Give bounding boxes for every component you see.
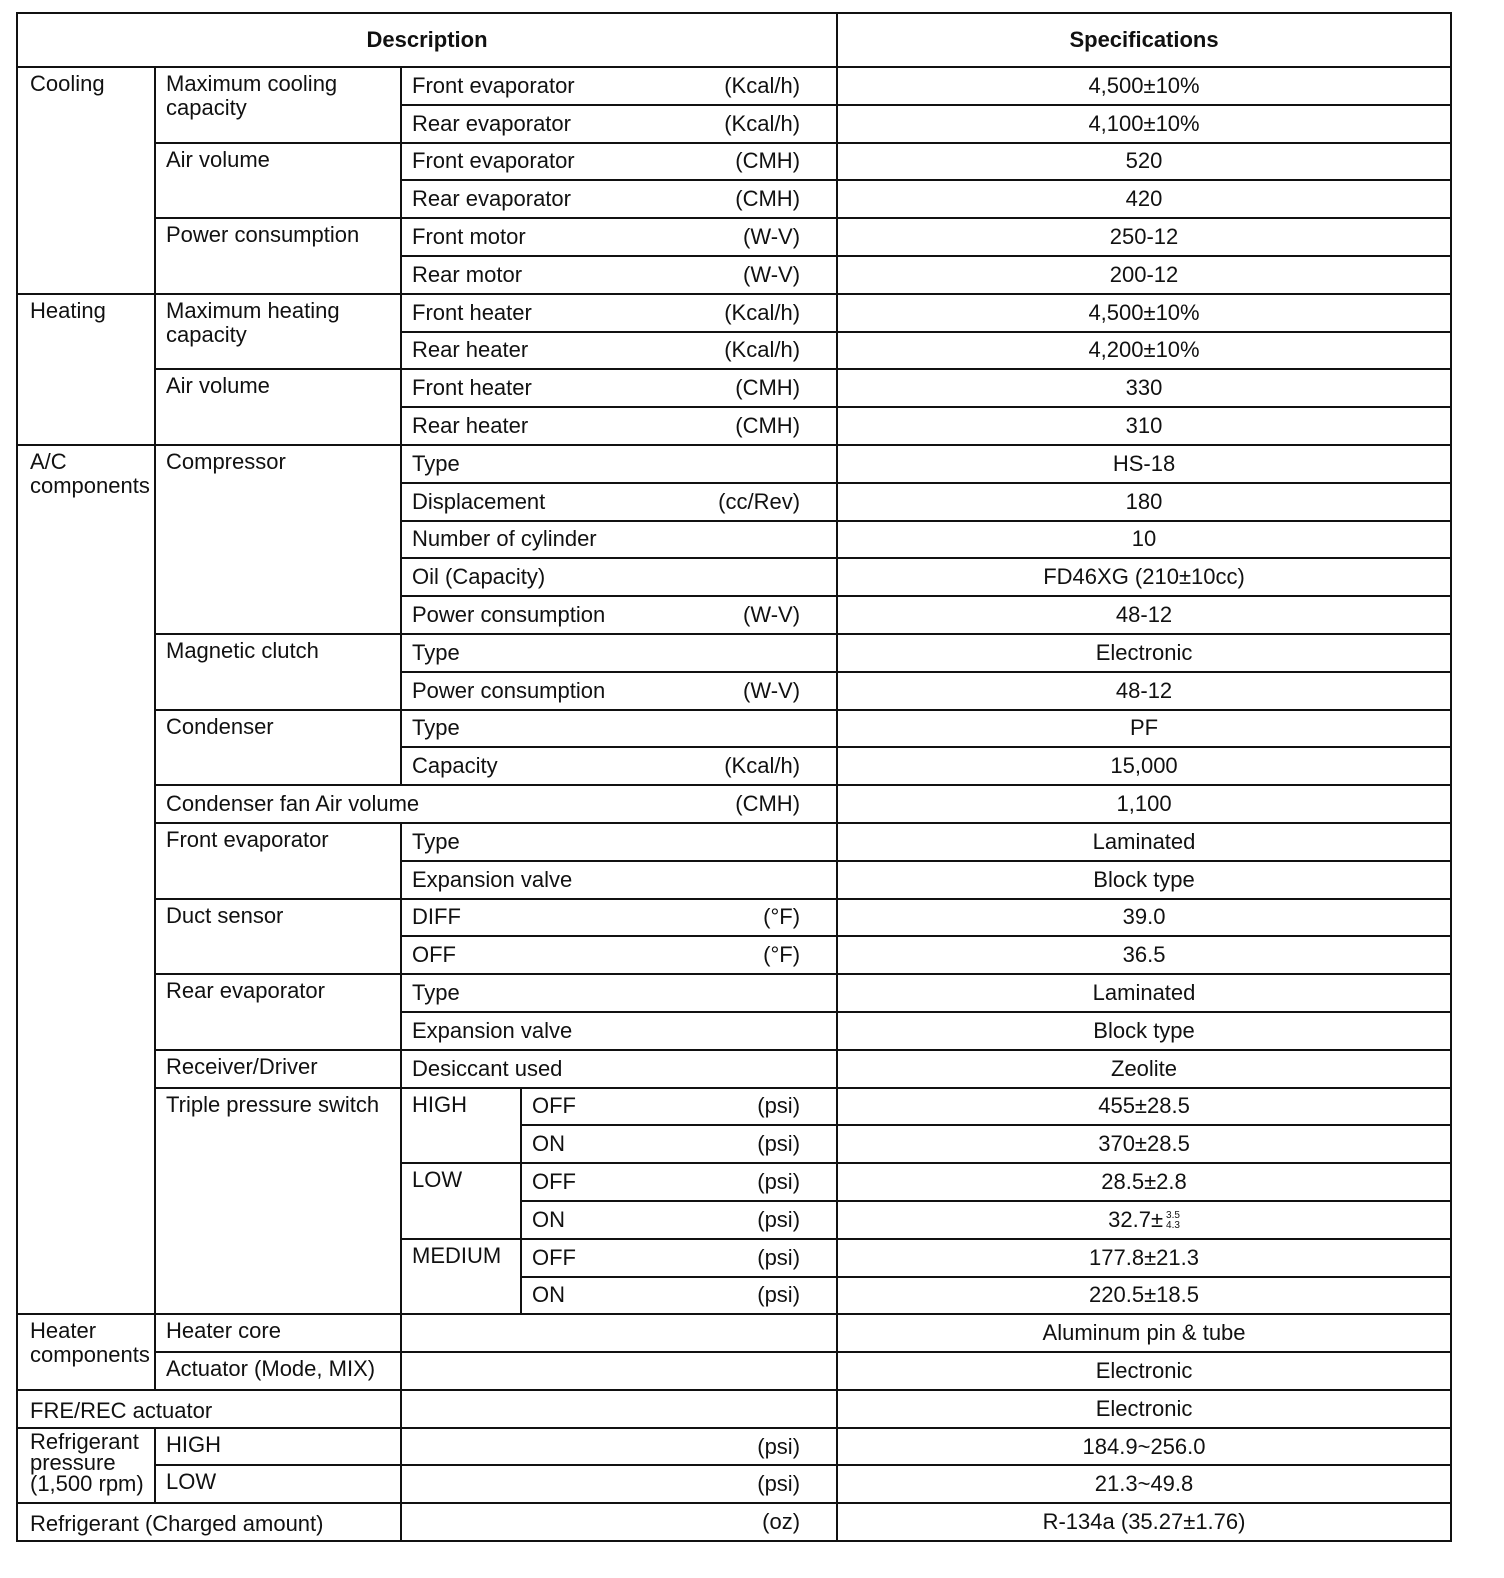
unit-label: (CMH) (735, 413, 801, 439)
item-label: Front evaporator (412, 72, 575, 98)
item-cell (401, 672, 837, 710)
item-label: Front motor (412, 224, 526, 250)
value-cell: Zeolite (837, 1050, 1451, 1088)
subgroup-compressor: Compressor (155, 445, 401, 634)
item-cell (521, 1201, 837, 1239)
item-cell (401, 899, 837, 937)
value-cell: R-134a (35.27±1.76) (837, 1503, 1451, 1541)
item-cell (401, 1503, 837, 1541)
value-cell: Electronic (837, 634, 1451, 672)
value-cell: 39.0 (837, 899, 1451, 937)
item-cell (401, 823, 837, 861)
subgroup-triple-pressure-switch: Triple pressure switch (155, 1088, 401, 1315)
table-row (17, 1390, 1451, 1428)
value-cell: 180 (837, 483, 1451, 521)
value-cell: 4,100±10% (837, 105, 1451, 143)
unit-label: (Kcal/h) (724, 72, 801, 98)
item-cell (521, 1088, 837, 1126)
specifications-header: Specifications (837, 13, 1451, 67)
unit-label: (CMH) (735, 791, 801, 817)
table-row (17, 785, 1451, 823)
table-row (17, 143, 1451, 181)
item-label: Front heater (412, 299, 532, 325)
subgroup-power-consumption: Power consumption (155, 218, 401, 294)
subgroup-max-heating: Maximum heating capacity (155, 294, 401, 370)
table-row (17, 634, 1451, 672)
subgroup-low: LOW (155, 1465, 401, 1503)
unit-label: (W-V) (743, 677, 801, 703)
value-cell: Laminated (837, 974, 1451, 1012)
subgroup-actuator: Actuator (Mode, MIX) (155, 1352, 401, 1390)
table-row (17, 1314, 1451, 1352)
value-cell: Electronic (837, 1390, 1451, 1428)
value-cell: 15,000 (837, 747, 1451, 785)
value-cell: 4,500±10% (837, 67, 1451, 105)
subgroup-condenser: Condenser (155, 710, 401, 786)
value-cell: 330 (837, 369, 1451, 407)
item-cell (401, 445, 837, 483)
item-label: Desiccant used (412, 1055, 563, 1081)
unit-label: (Kcal/h) (724, 110, 801, 136)
empty-cell (401, 1352, 837, 1390)
value-cell: Block type (837, 1012, 1451, 1050)
item-label: Type (412, 828, 460, 854)
specifications-table (16, 12, 1452, 1542)
value-cell: FD46XG (210±10cc) (837, 558, 1451, 596)
unit-label: (Kcal/h) (724, 337, 801, 363)
unit-label: (W-V) (743, 602, 801, 628)
tolerance-fraction (1166, 1211, 1180, 1231)
group-cooling: Cooling (17, 67, 155, 294)
item-cell (401, 332, 837, 370)
unit-label: (CMH) (735, 375, 801, 401)
item-cell (401, 1012, 837, 1050)
unit-label: (psi) (757, 1093, 801, 1119)
item-label: DIFF (412, 904, 461, 930)
value-cell: 184.9~256.0 (837, 1428, 1451, 1466)
item-label: OFF (532, 1244, 576, 1270)
unit-label: (CMH) (735, 148, 801, 174)
unit-label: (psi) (757, 1282, 801, 1308)
group-ac-components: A/C components (17, 445, 155, 1314)
value-cell: 4,200±10% (837, 332, 1451, 370)
subgroup-receiver-driver: Receiver/Driver (155, 1050, 401, 1088)
item-cell (401, 218, 837, 256)
item-cell (521, 1125, 837, 1163)
table-row (17, 294, 1451, 332)
item-label: OFF (532, 1169, 576, 1194)
empty-cell (401, 1314, 837, 1352)
value-text: 32.7± (1108, 1206, 1164, 1232)
subgroup-duct-sensor: Duct sensor (155, 899, 401, 975)
item-label: OFF (412, 942, 456, 968)
table-row (17, 218, 1451, 256)
subgroup-magnetic-clutch: Magnetic clutch (155, 634, 401, 710)
unit-label: (Kcal/h) (724, 753, 801, 779)
group-fre-rec: FRE/REC actuator (17, 1390, 401, 1428)
tolerance-upper: 3.5 (1166, 1209, 1180, 1221)
subgroup-max-cooling: Maximum cooling capacity (155, 67, 401, 143)
item-cell (401, 861, 837, 899)
item-cell (521, 1239, 837, 1277)
value-cell: 28.5±2.8 (837, 1163, 1451, 1201)
table-row (17, 710, 1451, 748)
subgroup-front-evaporator: Front evaporator (155, 823, 401, 899)
unit-label: (psi) (757, 1131, 801, 1157)
table-row (17, 899, 1451, 937)
item-label: Expansion valve (412, 866, 573, 892)
table-row (17, 369, 1451, 407)
item-label: Front evaporator (412, 148, 575, 174)
subgroup-air-volume-cool: Air volume (155, 143, 401, 219)
level-medium: MEDIUM (401, 1239, 521, 1315)
value-cell: 200-12 (837, 256, 1451, 294)
unit-label: (psi) (757, 1206, 801, 1232)
item-cell (401, 558, 837, 596)
value-cell: 420 (837, 180, 1451, 218)
tolerance-lower: 4.3 (1166, 1219, 1180, 1231)
level-high: HIGH (401, 1088, 521, 1164)
empty-cell (401, 1390, 837, 1428)
value-cell: 36.5 (837, 936, 1451, 974)
item-label: Front heater (412, 375, 532, 401)
unit-label: (Kcal/h) (724, 299, 801, 325)
unit-label: (CMH) (735, 186, 801, 212)
group-refrigerant-pressure: Refrigerant pressure (1,500 rpm) (17, 1428, 155, 1504)
item-label: Oil (Capacity) (412, 564, 546, 590)
table-row (17, 1503, 1451, 1541)
item-label: Power consumption (412, 602, 606, 628)
item-label: ON (532, 1206, 565, 1232)
item-cell (401, 483, 837, 521)
table-row (17, 67, 1451, 105)
item-cell (401, 521, 837, 559)
item-cell (401, 747, 837, 785)
value-cell: HS-18 (837, 445, 1451, 483)
item-cell (401, 256, 837, 294)
description-header: Description (17, 13, 837, 67)
item-cell (401, 1428, 837, 1466)
table-row (17, 974, 1451, 1012)
value-cell: Electronic (837, 1352, 1451, 1390)
item-cell (401, 369, 837, 407)
unit-label: (W-V) (743, 224, 801, 250)
item-cell (401, 936, 837, 974)
value-cell: 21.3~49.8 (837, 1465, 1451, 1503)
item-label: Rear evaporator (412, 186, 571, 212)
value-cell: 48-12 (837, 596, 1451, 634)
value-cell: Aluminum pin & tube (837, 1314, 1451, 1352)
subgroup-high: HIGH (155, 1428, 401, 1466)
item-cell (401, 180, 837, 218)
value-cell: 220.5±18.5 (837, 1277, 1451, 1315)
item-cell (401, 105, 837, 143)
value-cell: 250-12 (837, 218, 1451, 256)
item-cell (401, 974, 837, 1012)
unit-label: (W-V) (743, 261, 801, 287)
item-label: Power consumption (412, 677, 606, 703)
value-cell: 1,100 (837, 785, 1451, 823)
item-cell (401, 634, 837, 672)
item-label: Type (412, 450, 460, 476)
level-low: LOW (401, 1163, 521, 1239)
item-cell (401, 1050, 837, 1088)
item-label: ON (532, 1282, 565, 1308)
subgroup-condenser-fan: Condenser fan Air volume (166, 791, 420, 817)
value-cell: 177.8±21.3 (837, 1239, 1451, 1277)
table-row (17, 1050, 1451, 1088)
item-label: Rear heater (412, 337, 529, 363)
table-row (17, 823, 1451, 861)
table-row (17, 1428, 1451, 1466)
unit-label: (cc/Rev) (718, 488, 801, 514)
value-cell: Laminated (837, 823, 1451, 861)
item-label: Displacement (412, 488, 546, 514)
value-cell: 310 (837, 407, 1451, 445)
group-refrigerant-charged: Refrigerant (Charged amount) (17, 1503, 401, 1541)
unit-label: (psi) (757, 1471, 801, 1497)
item-label: Type (412, 980, 460, 1006)
item-label: Type (412, 715, 460, 741)
item-label: Expansion valve (412, 1017, 573, 1043)
unit-label: (°F) (763, 942, 801, 968)
item-label: Rear heater (412, 413, 529, 439)
unit-label: (psi) (757, 1433, 801, 1459)
header-row (17, 13, 1451, 67)
table-row (17, 445, 1451, 483)
value-cell: 370±28.5 (837, 1125, 1451, 1163)
item-cell (401, 596, 837, 634)
item-cell (401, 407, 837, 445)
item-label: Type (412, 639, 460, 665)
item-cell (401, 67, 837, 105)
value-cell: PF (837, 710, 1451, 748)
value-cell (837, 1201, 1451, 1239)
item-label: Rear evaporator (412, 110, 571, 136)
item-cell (521, 1163, 837, 1201)
unit-label: (°F) (763, 904, 801, 930)
item-label: ON (532, 1131, 565, 1157)
group-heater-components: Heater components (17, 1314, 155, 1390)
subgroup-heater-core: Heater core (155, 1314, 401, 1352)
value-cell: 10 (837, 521, 1451, 559)
value-cell: Block type (837, 861, 1451, 899)
subgroup-rear-evaporator: Rear evaporator (155, 974, 401, 1050)
item-cell (155, 785, 837, 823)
subgroup-air-volume-heat: Air volume (155, 369, 401, 445)
value-cell: 48-12 (837, 672, 1451, 710)
item-label: OFF (532, 1093, 576, 1119)
unit-label: (oz) (762, 1509, 801, 1535)
value-cell: 4,500±10% (837, 294, 1451, 332)
item-cell (401, 294, 837, 332)
item-cell (401, 710, 837, 748)
item-label: Capacity (412, 753, 498, 779)
table-row (17, 1352, 1451, 1390)
item-label: Rear motor (412, 261, 523, 287)
item-cell (401, 143, 837, 181)
group-heating: Heating (17, 294, 155, 445)
unit-label: (psi) (757, 1169, 801, 1194)
table-row (17, 1088, 1451, 1126)
unit-label: (psi) (757, 1244, 801, 1270)
item-cell (521, 1277, 837, 1315)
table-row (17, 1465, 1451, 1503)
value-cell: 520 (837, 143, 1451, 181)
value-cell: 455±28.5 (837, 1088, 1451, 1126)
item-cell (401, 1465, 837, 1503)
item-label: Number of cylinder (412, 526, 597, 552)
